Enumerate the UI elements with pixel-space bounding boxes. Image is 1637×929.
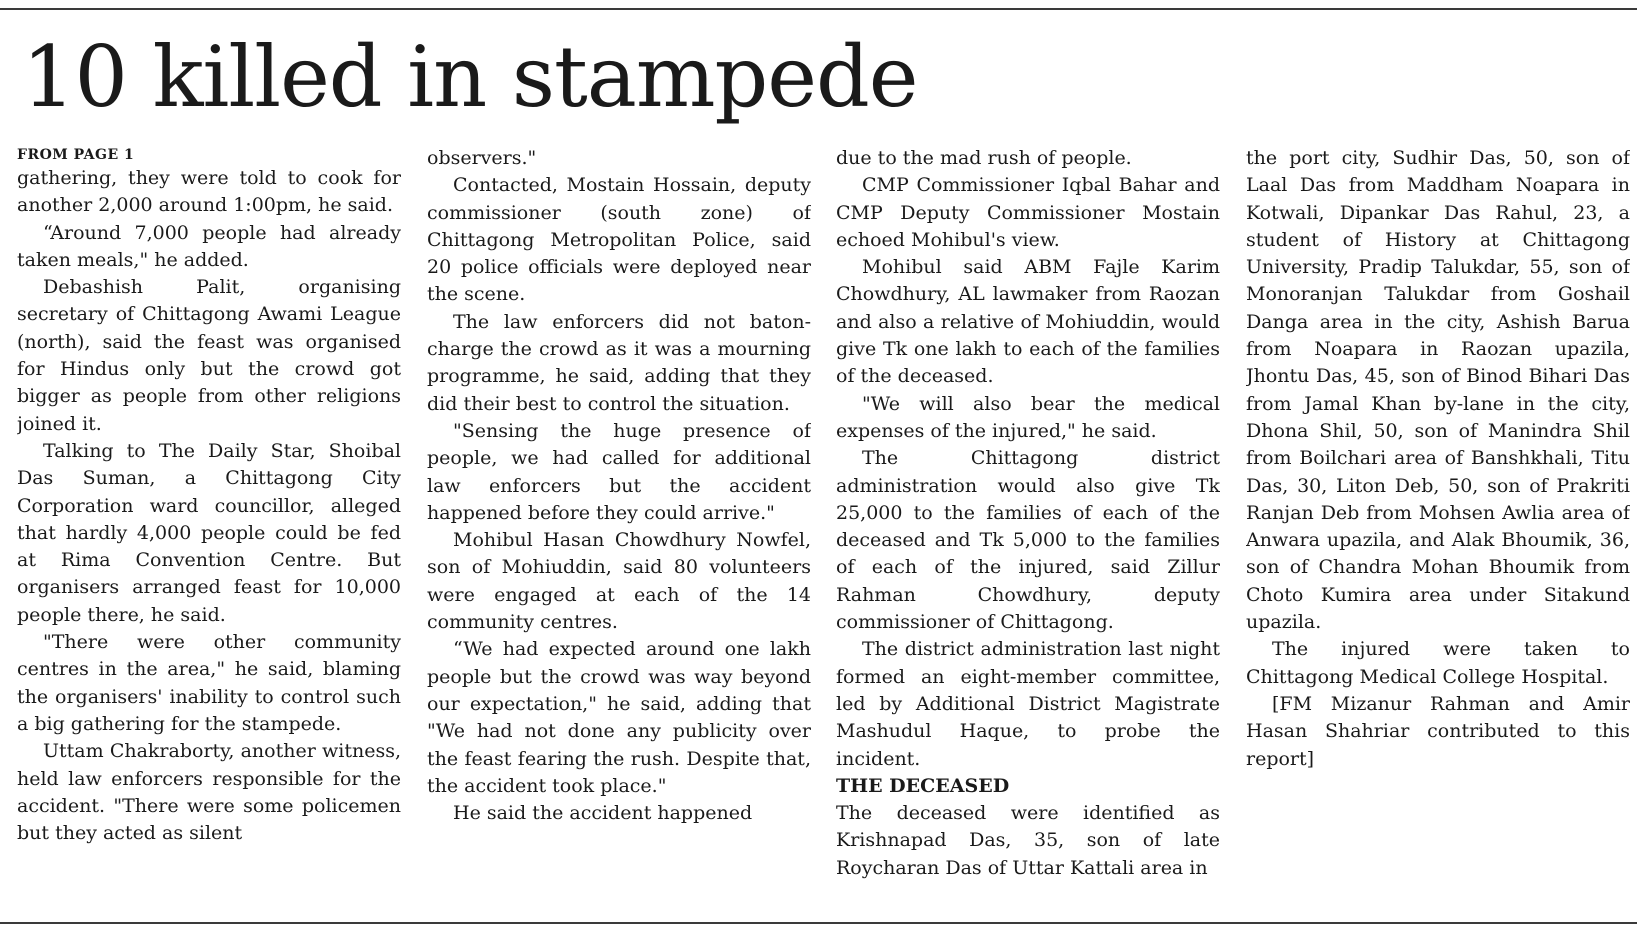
headline: 10 killed in stampede: [22, 28, 918, 126]
paragraph: Debashish Palit, organising secretary of Chittagong Awami League (north), said the feast was organised for Hindus only but the crowd got bigger as people from other religions joined it.: [17, 276, 401, 435]
paragraph: "There were other community centres in the area," he said, blaming the organisers' inability to control such a big gathering for the stampede.: [17, 631, 401, 735]
paragraph: The injured were taken to Chittagong Medical College Hospital.: [1246, 638, 1630, 688]
column-2: [427, 145, 811, 915]
paragraph: due to the mad rush of people.: [836, 147, 1132, 169]
paragraph: "We will also bear the medical expenses of the injured," he said.: [836, 392, 1220, 442]
paragraph: “Around 7,000 people had already taken meals," he added.: [17, 221, 401, 271]
paragraph: Talking to The Daily Star, Shoibal Das Suman, a Chittagong City Corporation ward councillor, alleged that hardly 4,000 people could be fed at Rima Convention Centre. But organisers arranged feast for 10,000 people there, he said.: [17, 439, 401, 626]
paragraph: Contacted, Mostain Hossain, deputy commissioner (south zone) of Chittagong Metropolitan Police, said 20 police officials were deployed near the scene.: [427, 174, 811, 306]
paragraph: “We had expected around one lakh people but the crowd was way beyond our expectation," he said, adding that "We had not done any publicity over the feast fearing the rush. Despite that, the accident took place.": [427, 638, 811, 797]
paragraph: He said the accident happened: [453, 802, 753, 825]
paragraph: Uttam Chakraborty, another witness, held law enforcers responsible for the accident. "There were some policemen but they acted as silent: [17, 740, 401, 845]
paragraph: The district administration last night formed an eight-member committee, led by Additional District Magistrate Mashudul Haque, to probe the incident.: [836, 638, 1220, 770]
paragraph: "Sensing the huge presence of people, we had called for additional law enforcers but the accident happened before they could arrive.": [427, 419, 811, 524]
paragraph: observers.": [427, 147, 537, 169]
column-1: [17, 145, 401, 915]
paragraph: The Chittagong district administration would also give Tk 25,000 to the families of each of the deceased and Tk 5,000 to the families of each of the injured, said Zillur Rahman Chowdhury, deputy commissioner of Chittagong.: [836, 447, 1220, 634]
paragraph: CMP Commissioner Iqbal Bahar and CMP Deputy Commissioner Mostain echoed Mohibul's view.: [836, 174, 1220, 251]
top-rule: [0, 8, 1637, 10]
paragraph: Mohibul Hasan Chowdhury Nowfel, son of Mohiuddin, said 80 volunteers were engaged at each of the 14 community centres.: [427, 529, 811, 634]
paragraph: [FM Mizanur Rahman and Amir Hasan Shahriar contributed to this report]: [1246, 692, 1630, 770]
kicker-from-page: FROM PAGE 1: [17, 147, 135, 163]
paragraph: The law enforcers did not baton-charge the crowd as it was a mourning programme, he said, adding that they did their best to control the situation.: [427, 310, 811, 415]
bottom-rule: [0, 922, 1637, 924]
paragraph: The deceased were identified as Krishnapad Das, 35, son of late Roycharan Das of Uttar Kattali area in: [836, 802, 1220, 879]
paragraph: the port city, Sudhir Das, 50, son of Laal Das from Maddham Noapara in Kotwali, Dipankar Das Rahul, 23, a student of History at Chittagong University, Pradip Talukdar, 55, son of Monoranjan Talukdar from Goshail Danga area in the city, Ashish Barua from Noapara in Raozan upazila, Jhontu Das, 45, son of Binod Bihari Das from Jamal Khan by-lane in the city, Dhona Shil, 50, son of Manindra Shil from Boilchari area of Banshkhali, Titu Das, 30, Liton Deb, 50, son of Prakriti Ranjan Deb from Mohsen Awlia area of Anwara upazila, and Alak Bhoumik, 36, son of Chandra Mohan Bhoumik from Choto Kumira area under Sitakund upazila.: [1246, 147, 1630, 634]
column-3: [836, 145, 1220, 915]
subhead-the-deceased: THE DECEASED: [836, 774, 1010, 797]
column-4: [1246, 145, 1630, 915]
article-body: [17, 145, 1630, 915]
paragraph: Mohibul said ABM Fajle Karim Chowdhury, AL lawmaker from Raozan and also a relative of Mohiuddin, would give Tk one lakh to each of the families of the deceased.: [836, 256, 1220, 388]
paragraph: gathering, they were told to cook for another 2,000 around 1:00pm, he said.: [17, 167, 401, 217]
